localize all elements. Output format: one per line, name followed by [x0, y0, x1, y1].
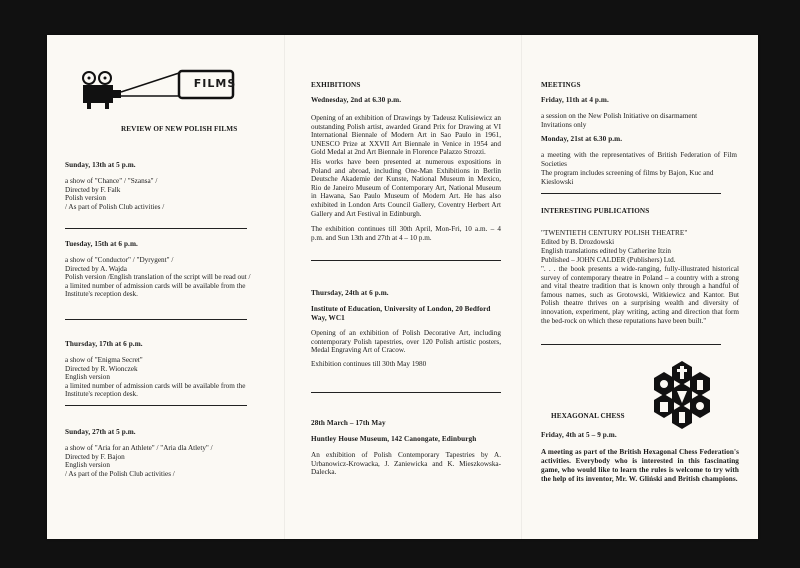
meeting-date: Monday, 21st at 6.30 p.m. — [541, 135, 623, 143]
event-date: Sunday, 27th at 5 p.m. — [65, 428, 136, 436]
exhibition-venue: Institute of Education, University of London, 20 Bedford Way, WC1 — [311, 305, 491, 322]
leaflet-sheet — [47, 35, 758, 539]
divider — [65, 319, 247, 320]
event-line: English version — [65, 461, 110, 470]
exhibition-venue: Huntley House Museum, 142 Canongate, Edinburgh — [311, 435, 477, 443]
film-event — [65, 428, 269, 478]
meeting-note: The program includes screening of films by Bajon, Kuc and Kieslowski — [541, 169, 714, 186]
meeting-note: Invitations only — [541, 121, 587, 129]
event-line: Directed by F. Falk — [65, 185, 121, 194]
event-line: Directed by A. Wajda — [65, 264, 127, 273]
exhibition-dates-note: The exhibition continues till 30th April, Mon-Fri, 10 a.m. – 4 p.m. and Sun 13th and 27th at 4 – 10 p.m. — [311, 225, 501, 242]
event-date: Thursday, 17th at 6 p.m. — [65, 340, 143, 348]
event-line: a limited number of admission cards will be available from the Institute's reception desk. — [65, 281, 246, 299]
exhibition-description: Opening of an exhibition of Drawings by Tadeusz Kulisiewicz an outstanding Polish artist, awarded Grand Prix for Drawing at VI International Biennale of Modern Art in Sao Paulo in 1961, UNESCO Prize at XXVII Art Biennale in Venice in 1954 and Gold Medal at 2nd Art Biennale in Florence Palazzo Strozzi. — [311, 114, 501, 157]
event-line: English version — [65, 373, 110, 382]
meetings-title: MEETINGS — [541, 81, 581, 89]
films-logo-text: FILMS — [193, 77, 237, 90]
fold-line — [521, 35, 522, 539]
event-line: Polish version — [65, 194, 106, 203]
film-event — [65, 240, 265, 299]
film-event — [65, 340, 265, 399]
event-line: Directed by F. Bajon — [65, 452, 125, 461]
meeting-date: Friday, 11th at 4 p.m. — [541, 96, 609, 104]
book-editor: Edited by B. Drozdowski — [541, 238, 615, 246]
event-line: a show of "Chance" / "Szansa" / — [65, 177, 158, 185]
event-line: Polish version /English translation of the script will be read out / — [65, 273, 251, 282]
event-line: a show of "Enigma Secret" — [65, 356, 143, 364]
event-line: a show of "Conductor" / "Dyrygent" / — [65, 256, 174, 264]
event-line: a limited number of admission cards will be available from the Institute's reception desk. — [65, 381, 246, 399]
exhibition-description: His works have been presented at numerous expositions in Poland and abroad, including One-Man Exhibitions in Berlin Deutsche Akademie der Kunste, National Museum in Mexico, Rio de Janeiro Museum of Contemporary Art, National Museum in Hawana, Sao Paulo Museum of Modern Art. He has also exhibited in London Arts Council Gallery, Coventry Herbert Art Gallery and Art Festival in Edinburgh. — [311, 158, 501, 218]
book-quote: ". . . the book presents a wide-ranging, fully-illustrated historical survey of contemporary theatre in Poland – a country with a strong and vital theatre tradition that is known only through a handful of famous names, such as Grotowski, Witkiewicz and Kantor. But Polish theatre thrives on a surprising wealth and diversity of innovation, experiment, play writing, acting and direction that form the bed-rock on which these reputations have been built." — [541, 265, 739, 325]
book-translations: English translations edited by Catherine Itzin — [541, 247, 671, 255]
film-event — [65, 161, 269, 211]
exhibition-description: Opening of an exhibition of Polish Decorative Art, including contemporary Polish tapestries, over 120 Polish artistic posters, Medal Engraving Art of Cracow. — [311, 329, 501, 355]
divider — [541, 193, 721, 194]
event-date: Tuesday, 15th at 6 p.m. — [65, 240, 138, 248]
hexagonal-chess-icon — [641, 359, 723, 429]
film-projector-icon — [75, 68, 245, 118]
exhibition-description: An exhibition of Polish Contemporary Tapestries by A. Urbanowicz-Krowacka, J. Zaniewicka and K. Mieszkowska-Dalecka. — [311, 451, 501, 477]
chess-description: A meeting as part of the British Hexagonal Chess Federation's activities. Everybody who is interested in this fascinating game, who would like to learn the rules is welcome to try with the help of its inventor, Mr. W. Gliński and British champions. — [541, 448, 739, 483]
publications-title: INTERESTING PUBLICATIONS — [541, 207, 650, 215]
meeting-description: a meeting with the representatives of British Federation of Film Societies — [541, 151, 737, 168]
divider — [65, 228, 247, 229]
event-line: Directed by R. Wionczek — [65, 364, 138, 373]
meeting-description: a session on the New Polish Initiative on disarmament — [541, 112, 698, 120]
divider — [541, 344, 721, 345]
exhibition-date: Thursday, 24th at 6 p.m. — [311, 289, 389, 297]
book-title: "TWENTIETH CENTURY POLISH THEATRE" — [541, 229, 688, 237]
event-line: / As part of the Polish Club activities / — [65, 469, 175, 478]
event-date: Sunday, 13th at 5 p.m. — [65, 161, 136, 169]
chess-title: HEXAGONAL CHESS — [551, 412, 625, 420]
event-line: / As part of Polish Club activities / — [65, 202, 165, 211]
exhibition-dates-note: Exhibition continues till 30th May 1980 — [311, 360, 427, 368]
exhibition-date: 28th March – 17th May — [311, 419, 386, 427]
films-title: REVIEW OF NEW POLISH FILMS — [121, 125, 238, 133]
book-publisher: Published – JOHN CALDER (Publishers) Ltd. — [541, 256, 676, 264]
divider — [311, 392, 501, 393]
divider — [311, 260, 501, 261]
divider — [65, 405, 247, 406]
exhibitions-title: EXHIBITIONS — [311, 81, 361, 89]
chess-date: Friday, 4th at 5 – 9 p.m. — [541, 431, 617, 439]
event-line: a show of "Aria for an Athlete" / "Aria dla Atlety" / — [65, 444, 213, 452]
exhibition-date: Wednesday, 2nd at 6.30 p.m. — [311, 96, 402, 104]
fold-line — [284, 35, 285, 539]
